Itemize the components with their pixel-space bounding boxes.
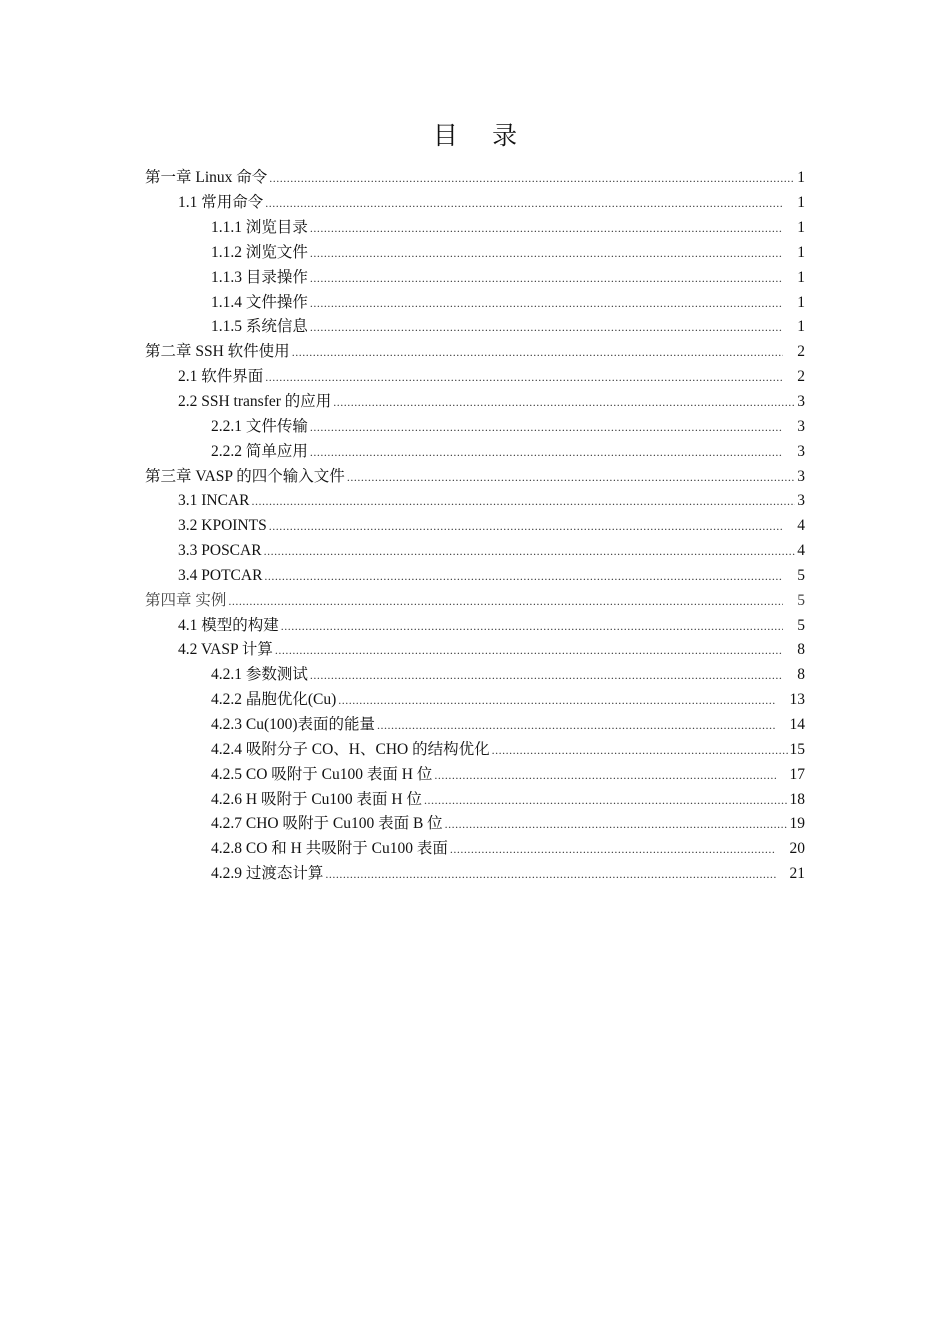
dot-leader bbox=[310, 663, 783, 687]
toc-entry-page-number: 13 bbox=[789, 691, 805, 709]
toc-entry-page-number: 8 bbox=[797, 641, 805, 659]
toc-entry[interactable] bbox=[0, 414, 805, 439]
dot-leader bbox=[445, 812, 788, 836]
toc-entry-label: 4.2.1 参数测试 bbox=[211, 666, 308, 684]
dot-leader bbox=[264, 564, 783, 588]
toc-entry-label: 4.2.9 过渡态计算 bbox=[211, 865, 324, 883]
toc-entry[interactable] bbox=[0, 762, 805, 787]
dot-leader bbox=[377, 713, 775, 737]
toc-entry-page-number: 2 bbox=[797, 368, 805, 386]
toc-entry-page-number: 1 bbox=[797, 318, 805, 336]
toc-entry[interactable] bbox=[0, 862, 805, 887]
toc-entry-label: 2.2.2 简单应用 bbox=[211, 442, 308, 460]
toc-entry[interactable] bbox=[0, 663, 805, 688]
toc-entry-page-number: 3 bbox=[797, 467, 805, 485]
dot-leader bbox=[325, 862, 775, 886]
dot-leader bbox=[492, 738, 788, 762]
toc-entry-page-number: 3 bbox=[797, 492, 805, 510]
toc-entry[interactable] bbox=[0, 191, 805, 216]
toc-entry-page-number: 1 bbox=[797, 243, 805, 261]
dot-leader bbox=[310, 415, 783, 439]
toc-entry-page-number: 8 bbox=[797, 666, 805, 684]
toc-entry-page-number: 3 bbox=[797, 393, 805, 411]
toc-entry-label: 3.2 KPOINTS bbox=[178, 517, 267, 535]
toc-entry[interactable] bbox=[0, 340, 805, 365]
toc-entry-label: 第一章 Linux 命令 bbox=[145, 169, 268, 187]
toc-entry-page-number: 1 bbox=[797, 219, 805, 237]
toc-entry-page-number: 5 bbox=[797, 616, 805, 634]
toc-entry-label: 1.1.5 系统信息 bbox=[211, 318, 308, 336]
dot-leader bbox=[310, 241, 783, 265]
toc-entry[interactable] bbox=[0, 737, 805, 762]
toc-entry-label: 4.2.2 晶胞优化(Cu) bbox=[211, 691, 337, 709]
dot-leader bbox=[333, 390, 795, 414]
toc-entry[interactable] bbox=[0, 365, 805, 390]
toc-entry[interactable] bbox=[0, 837, 805, 862]
toc-entry[interactable] bbox=[0, 787, 805, 812]
dot-leader bbox=[275, 638, 783, 662]
toc-entry-page-number: 15 bbox=[789, 740, 805, 758]
dot-leader bbox=[310, 291, 783, 315]
toc-entry-page-number: 20 bbox=[789, 840, 805, 858]
toc-entry[interactable] bbox=[0, 241, 805, 266]
dot-leader bbox=[281, 614, 783, 638]
toc-entry[interactable] bbox=[0, 216, 805, 241]
toc-entry-page-number: 3 bbox=[797, 417, 805, 435]
toc-entry-label: 第四章 实例 bbox=[145, 591, 227, 609]
toc-entry[interactable] bbox=[0, 688, 805, 713]
toc-entry-label: 4.1 模型的构建 bbox=[178, 616, 279, 634]
toc-entry[interactable] bbox=[0, 812, 805, 837]
toc-entry-label: 1.1.1 浏览目录 bbox=[211, 219, 308, 237]
dot-leader bbox=[450, 837, 776, 861]
toc-entry-label: 4.2.8 CO 和 H 共吸附于 Cu100 表面 bbox=[211, 840, 448, 858]
toc-entry-label: 4.2.4 吸附分子 CO、H、CHO 的结构优化 bbox=[211, 740, 490, 758]
toc-entry-label: 4.2.3 Cu(100)表面的能量 bbox=[211, 715, 376, 733]
toc-entry[interactable] bbox=[0, 464, 805, 489]
dot-leader bbox=[434, 763, 775, 787]
toc-entry[interactable] bbox=[0, 588, 805, 613]
dot-leader bbox=[269, 514, 784, 538]
toc-entry-page-number: 21 bbox=[789, 865, 805, 883]
toc-entry-label: 2.2.1 文件传输 bbox=[211, 417, 308, 435]
toc-entry[interactable] bbox=[0, 539, 805, 564]
toc-entry-label: 4.2.6 H 吸附于 Cu100 表面 H 位 bbox=[211, 790, 422, 808]
dot-leader bbox=[338, 688, 775, 712]
toc-entry-label: 3.3 POSCAR bbox=[178, 542, 262, 560]
dot-leader bbox=[310, 440, 783, 464]
toc-entry[interactable] bbox=[0, 290, 805, 315]
table-of-contents bbox=[0, 166, 950, 886]
toc-entry-label: 3.1 INCAR bbox=[178, 492, 250, 510]
dot-leader bbox=[265, 191, 783, 215]
toc-entry-page-number: 5 bbox=[797, 566, 805, 584]
dot-leader bbox=[292, 340, 784, 364]
toc-entry-page-number: 19 bbox=[789, 815, 805, 833]
toc-entry[interactable] bbox=[0, 638, 805, 663]
toc-entry-page-number: 14 bbox=[789, 715, 805, 733]
toc-entry[interactable] bbox=[0, 315, 805, 340]
toc-entry-page-number: 4 bbox=[797, 517, 805, 535]
toc-entry[interactable] bbox=[0, 514, 805, 539]
toc-entry-label: 1.1.4 文件操作 bbox=[211, 293, 308, 311]
dot-leader bbox=[347, 465, 795, 489]
toc-entry-page-number: 1 bbox=[797, 194, 805, 212]
toc-entry-label: 4.2.5 CO 吸附于 Cu100 表面 H 位 bbox=[211, 765, 433, 783]
dot-leader bbox=[424, 788, 788, 812]
toc-entry-label: 1.1.3 目录操作 bbox=[211, 268, 308, 286]
dot-leader bbox=[310, 315, 783, 339]
toc-entry-page-number: 1 bbox=[797, 268, 805, 286]
toc-title: 目 录 bbox=[432, 123, 532, 150]
toc-entry[interactable] bbox=[0, 265, 805, 290]
toc-entry-page-number: 4 bbox=[797, 542, 805, 560]
dot-leader bbox=[251, 489, 795, 513]
toc-entry[interactable] bbox=[0, 564, 805, 589]
toc-entry-label: 第二章 SSH 软件使用 bbox=[145, 343, 290, 361]
toc-entry[interactable] bbox=[0, 166, 805, 191]
toc-entry-page-number: 18 bbox=[789, 790, 805, 808]
dot-leader bbox=[228, 589, 783, 613]
toc-entry-page-number: 3 bbox=[797, 442, 805, 460]
toc-entry[interactable] bbox=[0, 390, 805, 415]
toc-entry-page-number: 2 bbox=[797, 343, 805, 361]
toc-entry[interactable] bbox=[0, 439, 805, 464]
dot-leader bbox=[265, 365, 783, 389]
toc-entry-label: 4.2.7 CHO 吸附于 Cu100 表面 B 位 bbox=[211, 815, 443, 833]
toc-entry[interactable] bbox=[0, 713, 805, 738]
dot-leader bbox=[264, 539, 796, 563]
toc-entry-label: 2.2 SSH transfer 的应用 bbox=[178, 393, 332, 411]
toc-entry[interactable] bbox=[0, 489, 805, 514]
toc-entry-label: 1.1 常用命令 bbox=[178, 194, 264, 212]
toc-entry-page-number: 17 bbox=[789, 765, 805, 783]
toc-entry-page-number: 5 bbox=[797, 591, 805, 609]
dot-leader bbox=[269, 166, 795, 190]
toc-entry-label: 4.2 VASP 计算 bbox=[178, 641, 273, 659]
toc-entry-page-number: 1 bbox=[797, 169, 805, 187]
toc-entry[interactable] bbox=[0, 613, 805, 638]
toc-entry-page-number: 1 bbox=[797, 293, 805, 311]
toc-entry-label: 3.4 POTCAR bbox=[178, 566, 263, 584]
toc-entry-label: 2.1 软件界面 bbox=[178, 368, 264, 386]
dot-leader bbox=[310, 266, 783, 290]
toc-entry-label: 1.1.2 浏览文件 bbox=[211, 243, 308, 261]
dot-leader bbox=[310, 216, 783, 240]
toc-entry-label: 第三章 VASP 的四个输入文件 bbox=[145, 467, 345, 485]
